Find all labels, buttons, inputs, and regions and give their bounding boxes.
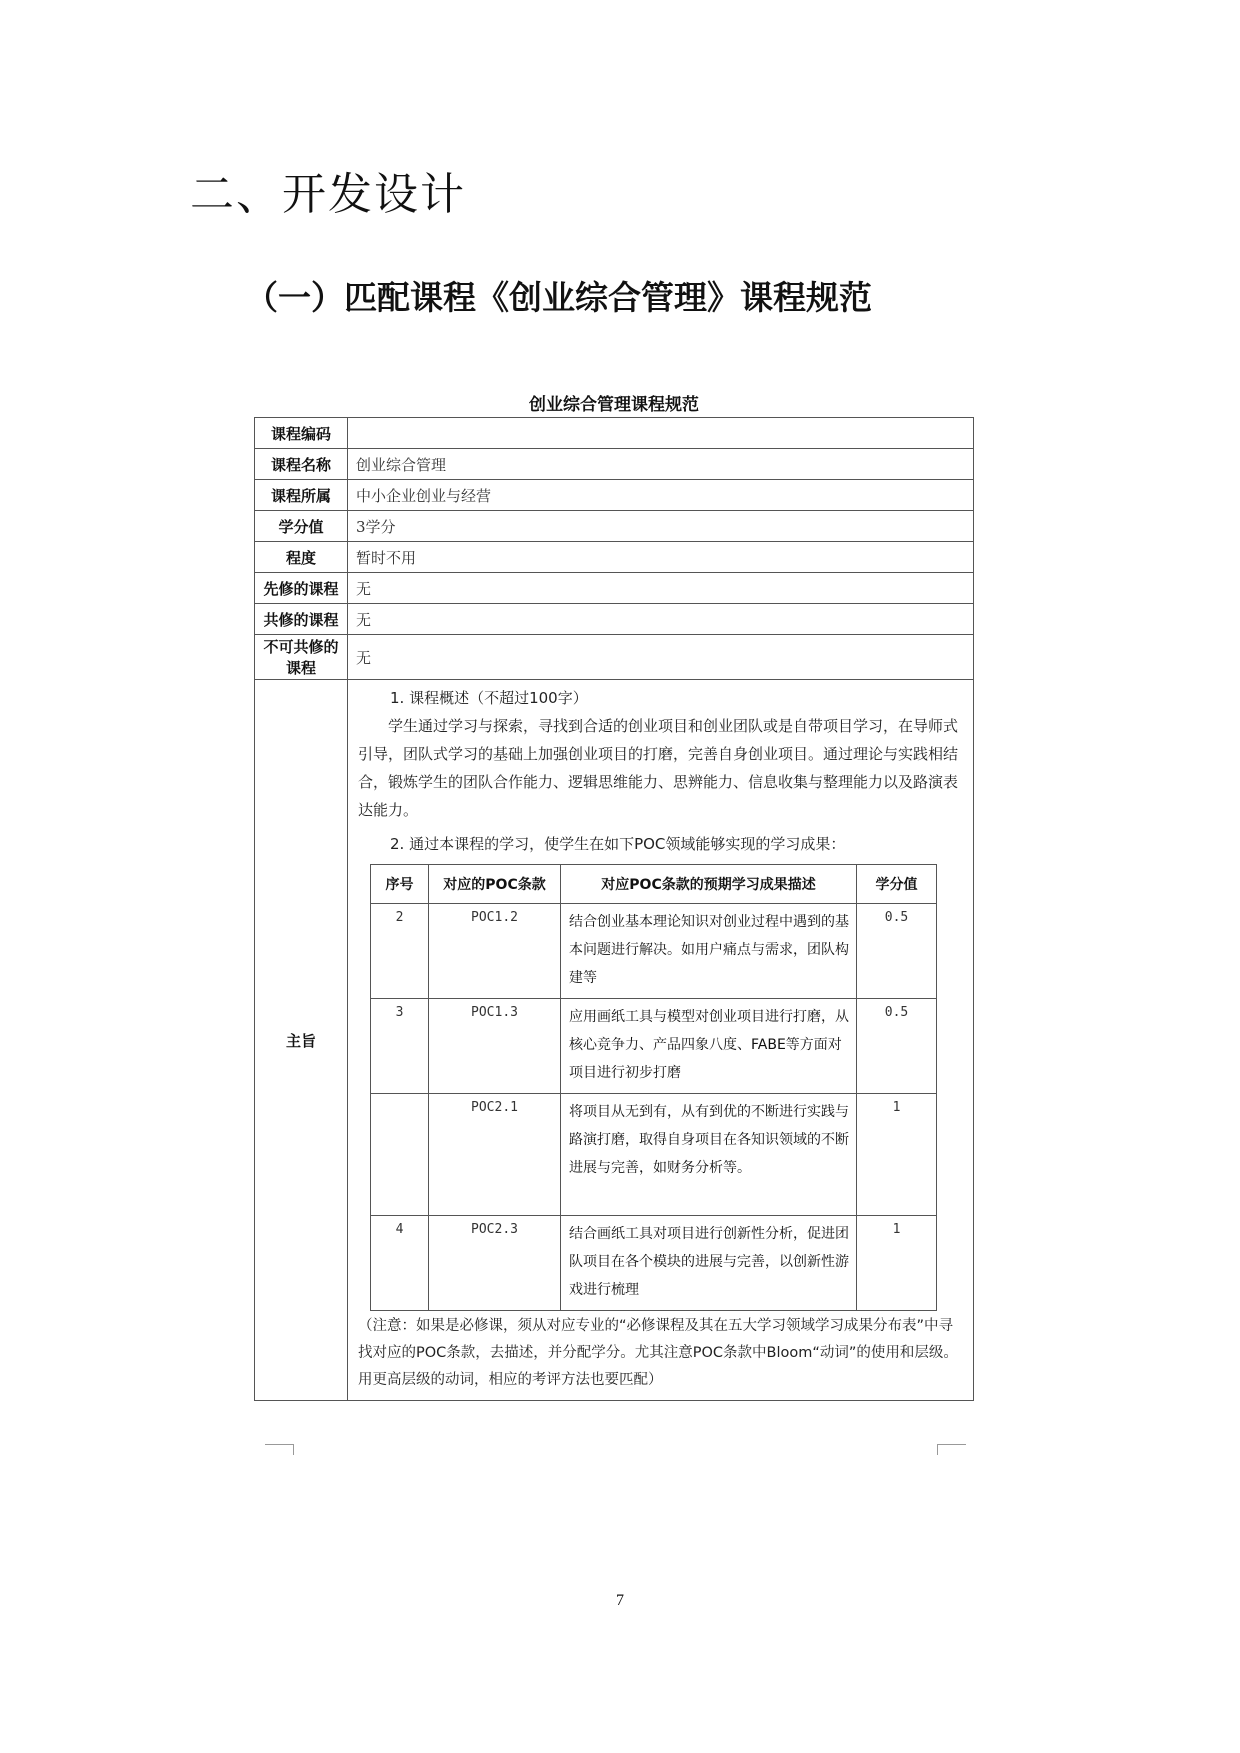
overview-text: 学生通过学习与探索，寻找到合适的创业项目和创业团队或是自带项目学习，在导师式引导，团队式学习的基础上加强创业项目的打磨，完善自身创业项目。通过理论与实践相结合，锻炼学生的团队合作能力、逻辑思维能力、思辨能力、信息收集与整理能力以及路演表达能力。 xyxy=(358,717,959,819)
table-title: 创业综合管理课程规范 xyxy=(529,395,699,415)
poc-header-credit: 学分值 xyxy=(857,865,937,904)
poc-credit: 0.5 xyxy=(857,904,937,999)
row-label: 不可共修的课程 xyxy=(255,635,348,680)
row-value: 无 xyxy=(348,573,974,604)
poc-row xyxy=(371,1094,937,1216)
poc-row xyxy=(371,999,937,1094)
page-corner-mark-left xyxy=(265,1444,294,1455)
row-value: 创业综合管理 xyxy=(348,449,974,480)
outcomes-title: 2. 通过本课程的学习，使学生在如下POC领域能够实现的学习成果： xyxy=(390,835,846,853)
poc-no: 2 xyxy=(371,904,429,999)
poc-clause: POC1.3 xyxy=(429,999,561,1094)
main-content xyxy=(348,680,974,1401)
course-spec-table xyxy=(254,417,974,1401)
poc-credit: 1 xyxy=(857,1094,937,1216)
poc-no xyxy=(371,1094,429,1216)
spec-row-name xyxy=(255,449,974,480)
poc-desc: 结合创业基本理论知识对创业过程中遇到的基本问题进行解决。如用户痛点与需求，团队构建等 xyxy=(561,904,857,999)
row-label: 主旨 xyxy=(255,680,348,1401)
subsection-heading: （一）匹配课程《创业综合管理》课程规范 xyxy=(245,278,872,317)
row-value: 无 xyxy=(348,635,974,680)
poc-clause: POC2.3 xyxy=(429,1216,561,1311)
poc-clause: POC2.1 xyxy=(429,1094,561,1216)
row-label: 课程名称 xyxy=(255,449,348,480)
row-label: 学分值 xyxy=(255,511,348,542)
page-number: 7 xyxy=(616,1592,624,1609)
row-label: 课程所属 xyxy=(255,480,348,511)
poc-credit: 1 xyxy=(857,1216,937,1311)
poc-header-no: 序号 xyxy=(371,865,429,904)
spec-row-level xyxy=(255,542,974,573)
row-value xyxy=(348,418,974,449)
poc-no: 4 xyxy=(371,1216,429,1311)
note-text: （注意：如果是必修课，须从对应专业的“必修课程及其在五大学习领域学习成果分布表”中寻找对应的POC条款，去描述，并分配学分。尤其注意POC条款中Bloom“动词”的使用和层级。用更高层级的动词，相应的考评方法也要匹配） xyxy=(358,1318,958,1388)
page-corner-mark-right xyxy=(937,1444,966,1455)
row-value: 暂时不用 xyxy=(348,542,974,573)
spec-row-exclusion xyxy=(255,635,974,680)
poc-row xyxy=(371,904,937,999)
row-label: 程度 xyxy=(255,542,348,573)
poc-header-row xyxy=(371,865,937,904)
row-label: 共修的课程 xyxy=(255,604,348,635)
spec-row-coreq xyxy=(255,604,974,635)
poc-desc: 应用画纸工具与模型对创业项目进行打磨，从核心竞争力、产品四象八度、FABE等方面对项目进行初步打磨 xyxy=(561,999,857,1094)
spec-row-code xyxy=(255,418,974,449)
row-value: 无 xyxy=(348,604,974,635)
spec-row-main xyxy=(255,680,974,1401)
spec-row-credit xyxy=(255,511,974,542)
poc-header-desc: 对应POC条款的预期学习成果描述 xyxy=(561,865,857,904)
overview-title: 1. 课程概述（不超过100字） xyxy=(390,689,588,707)
section-heading: 二、开发设计 xyxy=(190,169,466,220)
spec-row-prereq xyxy=(255,573,974,604)
poc-credit: 0.5 xyxy=(857,999,937,1094)
row-label: 课程编码 xyxy=(255,418,348,449)
row-value: 中小企业创业与经营 xyxy=(348,480,974,511)
row-label: 先修的课程 xyxy=(255,573,348,604)
poc-clause: POC1.2 xyxy=(429,904,561,999)
poc-no: 3 xyxy=(371,999,429,1094)
poc-desc: 结合画纸工具对项目进行创新性分析，促进团队项目在各个模块的进展与完善，以创新性游戏进行梳理 xyxy=(561,1216,857,1311)
poc-header-clause: 对应的POC条款 xyxy=(429,865,561,904)
poc-row xyxy=(371,1216,937,1311)
poc-desc: 将项目从无到有，从有到优的不断进行实践与路演打磨，取得自身项目在各知识领域的不断进展与完善，如财务分析等。 xyxy=(561,1094,857,1216)
poc-table xyxy=(370,864,937,1311)
spec-row-belong xyxy=(255,480,974,511)
row-value: 3学分 xyxy=(348,511,974,542)
